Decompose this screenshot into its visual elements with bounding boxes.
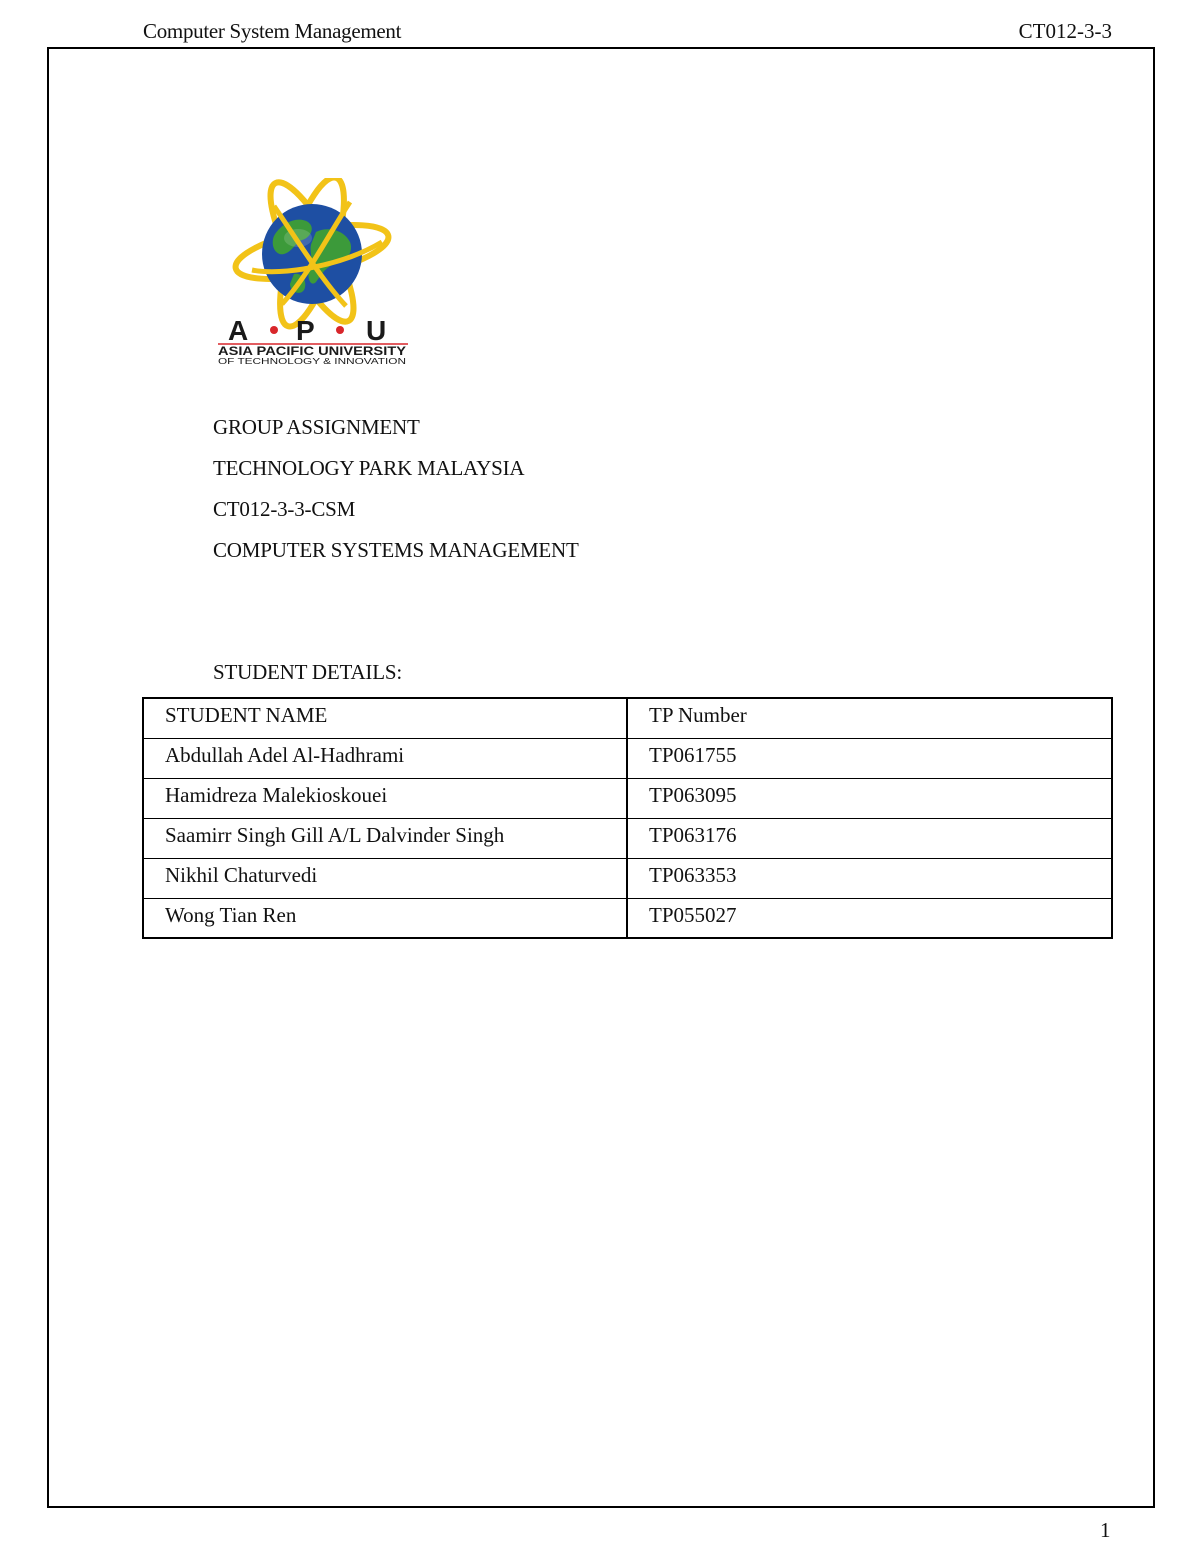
table-header-row (143, 698, 1112, 738)
logo-university-name: ASIA PACIFIC UNIVERSITY (218, 346, 407, 358)
tp-number-cell: TP063353 (627, 858, 1112, 898)
student-name-cell: Abdullah Adel Al-Hadhrami (143, 738, 627, 778)
logo-dot-icon (336, 326, 344, 334)
table-header-cell: STUDENT NAME (143, 698, 627, 738)
table-row (143, 898, 1112, 938)
header-title: Computer System Management (143, 19, 402, 43)
module-name: COMPUTER SYSTEMS MANAGEMENT (213, 538, 579, 562)
logo-university-subtitle: OF TECHNOLOGY & INNOVATION (218, 357, 407, 366)
logo-letter-a: A (228, 315, 249, 346)
tp-number-cell: TP063095 (627, 778, 1112, 818)
tp-number-cell: TP061755 (627, 738, 1112, 778)
student-name-cell: Wong Tian Ren (143, 898, 627, 938)
student-name-cell: Nikhil Chaturvedi (143, 858, 627, 898)
assignment-type: GROUP ASSIGNMENT (213, 415, 420, 439)
student-table (142, 697, 1113, 939)
tp-number-cell: TP055027 (627, 898, 1112, 938)
table-row (143, 738, 1112, 778)
student-name-cell: Saamirr Singh Gill A/L Dalvinder Singh (143, 818, 627, 858)
logo-letter-u: U (366, 315, 387, 346)
module-code: CT012-3-3-CSM (213, 497, 356, 521)
table-row (143, 818, 1112, 858)
assignment-location: TECHNOLOGY PARK MALAYSIA (213, 456, 525, 480)
header-code: CT012-3-3 (1018, 19, 1112, 43)
table-row (143, 858, 1112, 898)
logo-dot-icon (270, 326, 278, 334)
student-details-heading: STUDENT DETAILS: (213, 660, 402, 684)
student-name-cell: Hamidreza Malekioskouei (143, 778, 627, 818)
table-header-cell: TP Number (627, 698, 1112, 738)
table-row (143, 778, 1112, 818)
tp-number-cell: TP063176 (627, 818, 1112, 858)
globe-icon (262, 204, 362, 304)
logo-letter-p: P (296, 315, 315, 346)
apu-logo (212, 178, 412, 370)
page-number: 1 (1100, 1518, 1111, 1542)
